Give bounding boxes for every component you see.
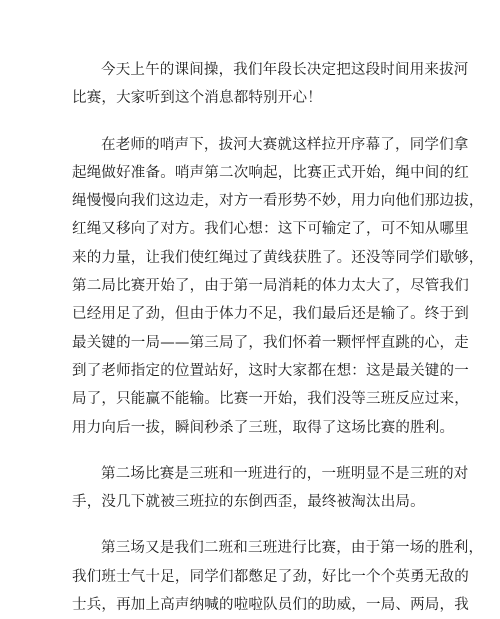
text-line: 红绳又移向了对方。我们心想：这下可输定了，可不知从哪里 xyxy=(72,221,469,238)
text-line: 手，没几下就被三班拉的东倒西歪，最终被淘汰出局。 xyxy=(72,494,425,511)
text-line: 已经用足了劲，但由于体力不足，我们最后还是输了。终于到 xyxy=(72,306,469,323)
paragraph-4 xyxy=(72,534,484,619)
text-line: 第二场比赛是三班和一班进行的，一班明显不是三班的对 xyxy=(101,465,469,482)
text-line: 我们班士气十足，同学们都憋足了劲，好比一个个英勇无敌的 xyxy=(72,568,469,585)
text-line: 绳慢慢向我们这边走，对方一看形势不妙，用力向他们那边拔， xyxy=(72,193,484,210)
text-line: 起绳做好准备。哨声第二次响起，比赛正式开始，绳中间的红 xyxy=(72,164,469,181)
text-line: 用力向后一拔，瞬间秒杀了三班，取得了这场比赛的胜利。 xyxy=(72,419,455,436)
text-line: 第三场又是我们二班和三班进行比赛，由于第一场的胜利， xyxy=(101,540,484,557)
text-line: 第二局比赛开始了，由于第一局消耗的体力太大了，尽管我们 xyxy=(72,278,469,295)
text-line: 到了老师指定的位置站好，这时大家都在想：这是最关键的一 xyxy=(72,362,469,379)
paragraph-2 xyxy=(72,131,484,442)
paragraph-1 xyxy=(72,56,469,113)
document-body xyxy=(72,56,484,619)
text-line: 在老师的哨声下，拔河大赛就这样拉开序幕了，同学们拿 xyxy=(101,136,469,153)
text-line: 最关键的一局——第三局了，我们怀着一颗怦怦直跳的心，走 xyxy=(72,334,469,351)
text-line: 比赛，大家听到这个消息都特别开心！ xyxy=(72,90,322,107)
text-line: 今天上午的课间操，我们年段长决定把这段时间用来拔河 xyxy=(101,62,469,78)
paragraph-3 xyxy=(72,460,469,517)
text-line: 士兵，再加上高声纳喊的啦啦队员们的助威，一局、两局，我 xyxy=(72,597,469,614)
text-line: 来的力量，让我们使红绳过了黄线获胜了。还没等同学们歇够， xyxy=(72,249,484,266)
text-line: 局了，只能赢不能输。比赛一开始，我们没等三班反应过来， xyxy=(72,391,469,408)
